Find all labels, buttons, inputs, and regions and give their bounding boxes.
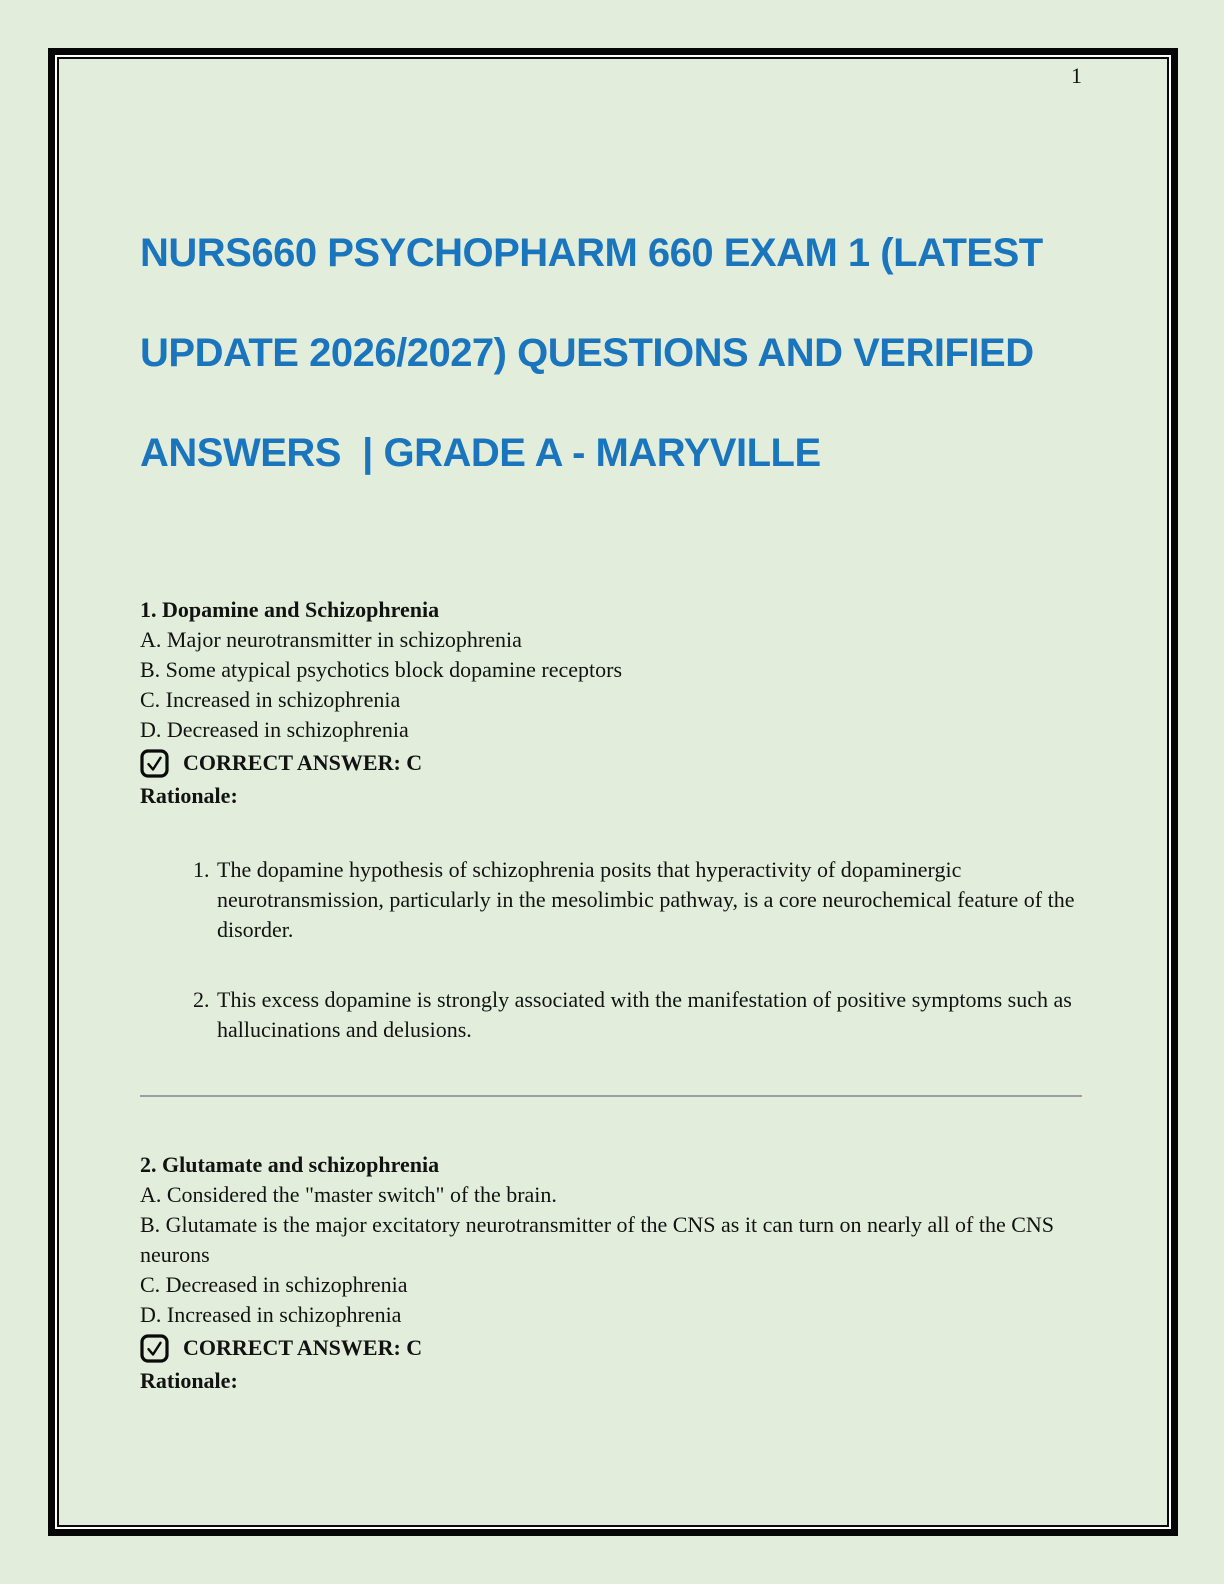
document-title-line: UPDATE 2026/2027) QUESTIONS AND VERIFIED (140, 331, 1034, 375)
correct-answer-row (140, 745, 1082, 781)
page-border-inner (57, 57, 1169, 1527)
question-block-2 (140, 1150, 1082, 1396)
document-title-line: NURS660 PSYCHOPHARM 660 EXAM 1 (LATEST (140, 231, 1043, 275)
question-heading: 1. Dopamine and Schizophrenia (140, 597, 440, 622)
rationale-heading: Rationale: (140, 1368, 238, 1393)
answer-option-b: B. Glutamate is the major excitatory neurotransmitter of the CNS as it can turn on nearly all of the CNS neurons (140, 1212, 1054, 1267)
document-title-line: ANSWERS | GRADE A - MARYVILLE (140, 431, 821, 475)
section-divider (140, 1095, 1082, 1097)
question-heading: 2. Glutamate and schizophrenia (140, 1152, 440, 1177)
correct-answer-label: CORRECT ANSWER: C (183, 750, 423, 775)
rationale-list (140, 855, 1082, 1045)
answer-option-c: C. Increased in schizophrenia (140, 687, 401, 712)
page-content (59, 59, 1167, 1396)
correct-answer-row (140, 1330, 1082, 1366)
rationale-item: 2. This excess dopamine is strongly associated with the manifestation of positive symptoms such as hallucinations and delusions. (215, 985, 1082, 1045)
answer-option-a: A. Considered the "master switch" of the brain. (140, 1182, 557, 1207)
checked-checkbox-icon (140, 749, 169, 778)
answer-option-d: D. Decreased in schizophrenia (140, 717, 409, 742)
question-block-1 (140, 595, 1082, 1045)
answer-option-c: C. Decreased in schizophrenia (140, 1272, 408, 1297)
checked-checkbox-icon (140, 1334, 169, 1363)
page-border-frame (48, 48, 1178, 1536)
answer-option-a: A. Major neurotransmitter in schizophrenia (140, 627, 522, 652)
answer-option-d: D. Increased in schizophrenia (140, 1302, 402, 1327)
rationale-heading: Rationale: (140, 783, 238, 808)
correct-answer-label: CORRECT ANSWER: C (183, 1335, 423, 1360)
page-number: 1 (1071, 63, 1082, 88)
answer-option-b: B. Some atypical psychotics block dopamine receptors (140, 657, 623, 682)
rationale-item: 1. The dopamine hypothesis of schizophrenia posits that hyperactivity of dopaminergic neurotransmission, particularly in the mesolimbic pathway, is a core neurochemical feature of the disorder. (215, 855, 1082, 945)
document-title (140, 203, 1082, 503)
